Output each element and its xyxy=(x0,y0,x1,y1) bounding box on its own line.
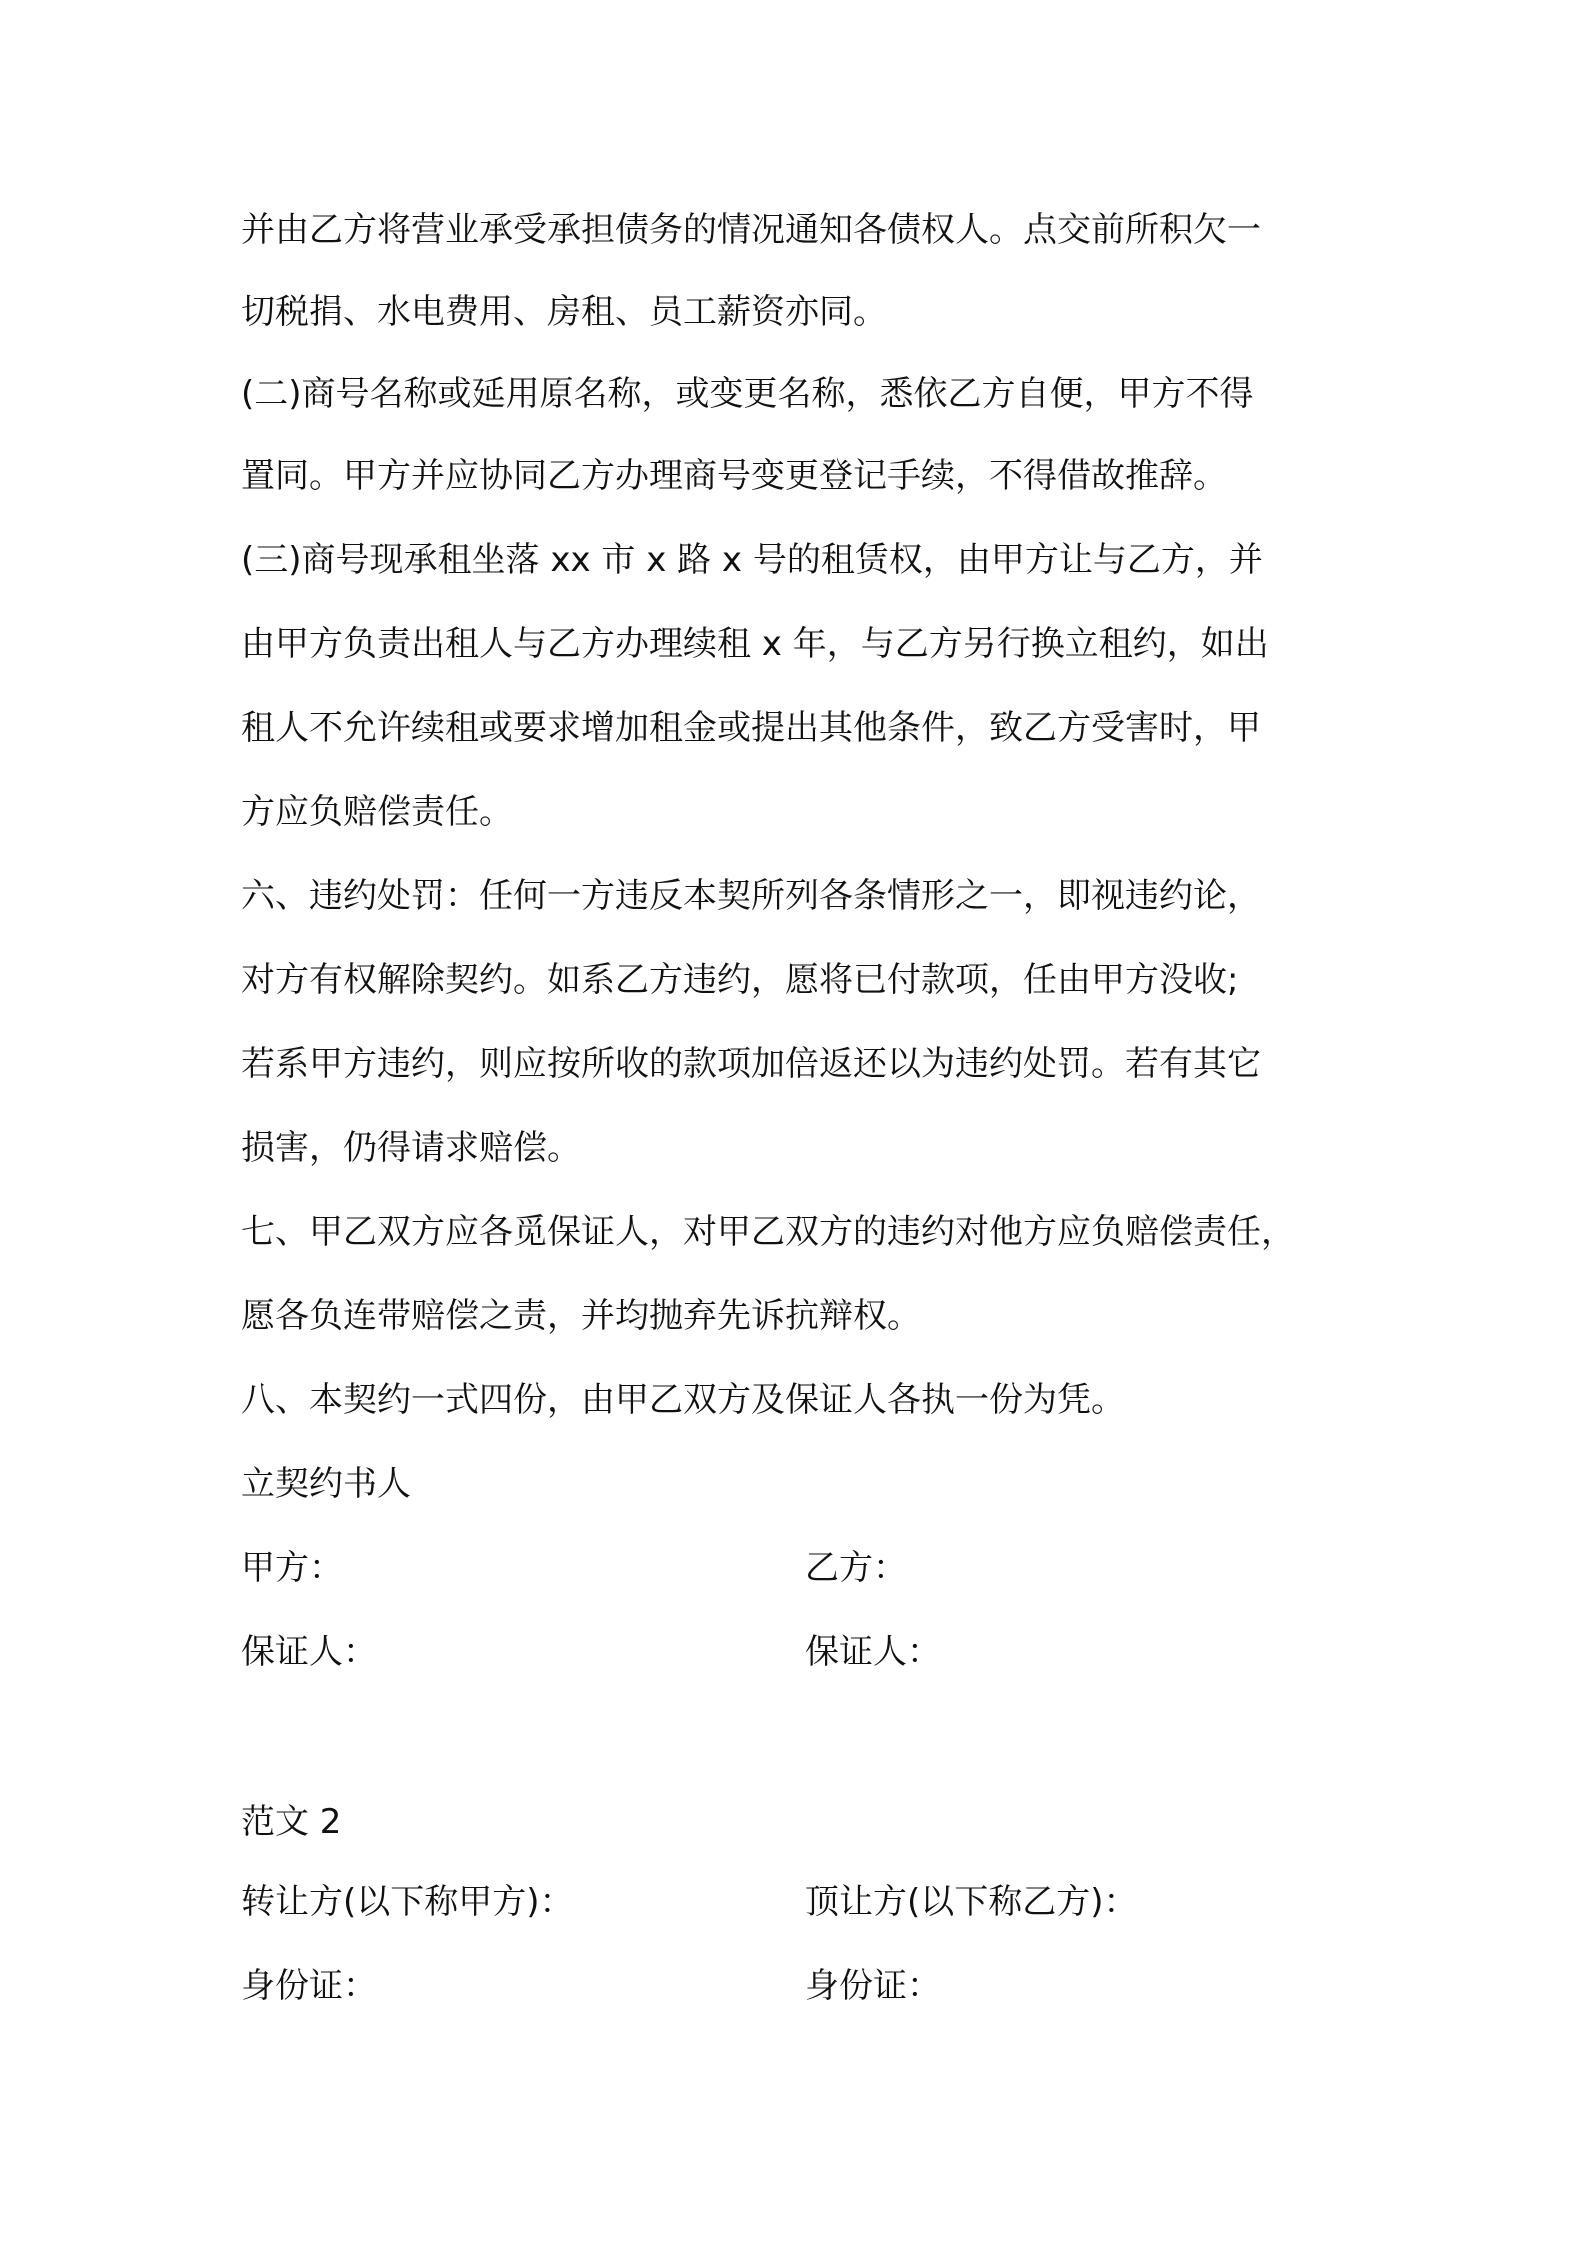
sample-title: 范文 2 xyxy=(241,1802,342,1842)
transferor-label: 转让方(以下称甲方)： xyxy=(241,1882,574,1922)
id-b-label: 身份证： xyxy=(805,1966,941,2006)
body-line: 损害，仍得请求赔偿。 xyxy=(241,1128,581,1168)
body-line: 置同。甲方并应协同乙方办理商号变更登记手续，不得借故推辞。 xyxy=(241,456,1227,496)
guarantor-a-label: 保证人： xyxy=(241,1632,377,1672)
body-line: 由甲方负责出租人与乙方办理续租 x 年，与乙方另行换立租约，如出 xyxy=(241,624,1269,664)
body-line: 方应负赔偿责任。 xyxy=(241,792,513,832)
body-line: 切税捐、水电费用、房租、员工薪资亦同。 xyxy=(241,292,887,332)
transferee-label: 顶让方(以下称乙方)： xyxy=(805,1882,1138,1922)
body-line: 愿各负连带赔偿之责，并均抛弃先诉抗辩权。 xyxy=(241,1296,921,1336)
body-line: 并由乙方将营业承受承担债务的情况通知各债权人。点交前所积欠一 xyxy=(241,210,1261,250)
body-line: 对方有权解除契约。如系乙方违约，愿将已付款项，任由甲方没收; xyxy=(241,960,1239,1000)
body-line: 八、本契约一式四份，由甲乙双方及保证人各执一份为凭。 xyxy=(241,1380,1125,1420)
guarantor-b-label: 保证人： xyxy=(805,1632,941,1672)
body-line: 租人不允许续租或要求增加租金或提出其他条件，致乙方受害时，甲 xyxy=(241,708,1261,748)
signatories-heading: 立契约书人 xyxy=(241,1464,411,1504)
body-line: 若系甲方违约，则应按所收的款项加倍返还以为违约处罚。若有其它 xyxy=(241,1044,1261,1084)
body-line: (二)商号名称或延用原名称，或变更名称，悉依乙方自便，甲方不得 xyxy=(241,374,1254,414)
body-line: (三)商号现承租坐落 xx 市 x 路 x 号的租赁权，由甲方让与乙方，并 xyxy=(241,540,1263,580)
body-line: 七、甲乙双方应各觅保证人，对甲乙双方的违约对他方应负赔偿责任， xyxy=(241,1212,1295,1252)
body-line: 六、违约处罚：任何一方违反本契所列各条情形之一，即视违约论， xyxy=(241,876,1261,916)
id-a-label: 身份证： xyxy=(241,1966,377,2006)
party-a-label: 甲方： xyxy=(241,1548,343,1588)
party-b-label: 乙方： xyxy=(805,1548,907,1588)
